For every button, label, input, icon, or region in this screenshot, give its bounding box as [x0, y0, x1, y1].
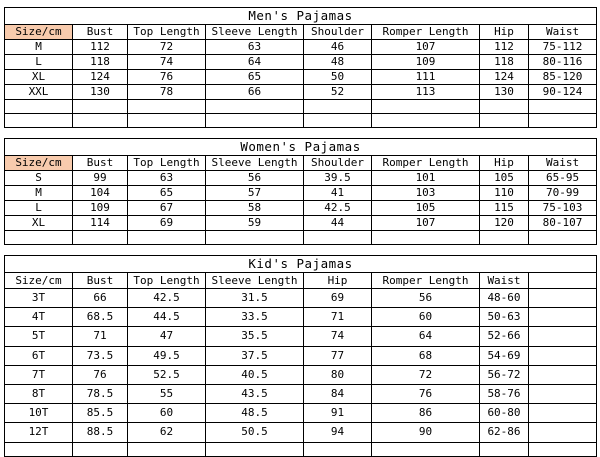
table-cell: 41: [304, 186, 372, 201]
table-cell: M: [5, 186, 73, 201]
table-cell: 112: [480, 40, 529, 55]
table-cell: 130: [480, 85, 529, 100]
table-cell: 107: [372, 216, 480, 231]
table-cell: 70-99: [529, 186, 597, 201]
kids-row: [5, 423, 597, 442]
table-cell: 99: [73, 171, 128, 186]
header-cell: Size/cm: [5, 25, 73, 40]
header-cell: Hip: [480, 25, 529, 40]
kids-header-row: [5, 273, 597, 289]
table-cell: 5T: [5, 327, 73, 346]
table-cell: 60: [372, 308, 480, 327]
table-cell: 58-76: [480, 384, 529, 403]
table-cell: 52.5: [128, 365, 206, 384]
table-cell: 66: [73, 289, 128, 308]
table-cell: 68.5: [73, 308, 128, 327]
table-cell: 110: [480, 186, 529, 201]
table-cell: 120: [480, 216, 529, 231]
table-cell: 48.5: [206, 404, 304, 423]
table-cell: 65-95: [529, 171, 597, 186]
header-cell: Bust: [73, 25, 128, 40]
men-row: [5, 70, 597, 85]
table-cell: 85-120: [529, 70, 597, 85]
empty-cell: [206, 442, 304, 456]
empty-cell: [529, 100, 597, 114]
table-cell: 74: [128, 55, 206, 70]
table-cell: 52: [304, 85, 372, 100]
table-cell: 86: [372, 404, 480, 423]
table-cell: 48: [304, 55, 372, 70]
spacer: [5, 245, 597, 256]
kids-row: [5, 327, 597, 346]
empty-cell: [480, 114, 529, 128]
header-cell: [529, 273, 597, 289]
kids-title: Kid's Pajamas: [5, 256, 597, 273]
empty-cell: [206, 114, 304, 128]
kids-row: [5, 289, 597, 308]
table-cell: 72: [128, 40, 206, 55]
table-cell: 8T: [5, 384, 73, 403]
table-cell: 63: [128, 171, 206, 186]
header-cell: Size/cm: [5, 156, 73, 171]
header-cell: Hip: [480, 156, 529, 171]
table-cell: 73.5: [73, 346, 128, 365]
empty-cell: [73, 114, 128, 128]
table-cell: 88.5: [73, 423, 128, 442]
empty-cell: [206, 100, 304, 114]
men-header-row: [5, 25, 597, 40]
table-cell: 66: [206, 85, 304, 100]
empty-cell: [372, 442, 480, 456]
table-cell: 101: [372, 171, 480, 186]
header-cell: Waist: [529, 25, 597, 40]
table-cell: 64: [372, 327, 480, 346]
women-header-row: [5, 156, 597, 171]
table-cell: 57: [206, 186, 304, 201]
table-cell: 39.5: [304, 171, 372, 186]
empty-cell: [480, 231, 529, 245]
table-cell: [529, 404, 597, 423]
women-row: [5, 186, 597, 201]
table-cell: 6T: [5, 346, 73, 365]
table-cell: 60: [128, 404, 206, 423]
women-row: [5, 171, 597, 186]
table-cell: 40.5: [206, 365, 304, 384]
table-cell: 60-80: [480, 404, 529, 423]
table-cell: 107: [372, 40, 480, 55]
table-cell: 90: [372, 423, 480, 442]
table-cell: 31.5: [206, 289, 304, 308]
table-cell: S: [5, 171, 73, 186]
table-cell: 37.5: [206, 346, 304, 365]
table-cell: 103: [372, 186, 480, 201]
table-cell: 118: [480, 55, 529, 70]
table-cell: 54-69: [480, 346, 529, 365]
table-cell: 62-86: [480, 423, 529, 442]
table-cell: 49.5: [128, 346, 206, 365]
table-cell: 65: [206, 70, 304, 85]
empty-cell: [372, 100, 480, 114]
table-cell: 111: [372, 70, 480, 85]
size-chart-table: [4, 7, 597, 457]
table-cell: 105: [480, 171, 529, 186]
table-cell: 76: [73, 365, 128, 384]
table-cell: 67: [128, 201, 206, 216]
section-gap: [5, 245, 597, 256]
header-cell: Romper Length: [372, 25, 480, 40]
header-cell: Sleeve Length: [206, 273, 304, 289]
kids-row: [5, 308, 597, 327]
table-cell: 58: [206, 201, 304, 216]
table-cell: 113: [372, 85, 480, 100]
size-chart-sheet: [4, 7, 596, 457]
spacer: [5, 128, 597, 139]
header-cell: Shoulder: [304, 156, 372, 171]
empty-cell: [480, 100, 529, 114]
table-cell: 90-124: [529, 85, 597, 100]
empty-cell: [5, 114, 73, 128]
empty-cell: [529, 114, 597, 128]
table-cell: 78: [128, 85, 206, 100]
kids-row: [5, 404, 597, 423]
empty-cell: [128, 231, 206, 245]
header-cell: Bust: [73, 273, 128, 289]
table-cell: 78.5: [73, 384, 128, 403]
table-cell: 94: [304, 423, 372, 442]
empty-cell: [5, 100, 73, 114]
empty-cell: [5, 442, 73, 456]
header-cell: Romper Length: [372, 273, 480, 289]
table-cell: 4T: [5, 308, 73, 327]
empty-cell: [5, 231, 73, 245]
table-cell: 3T: [5, 289, 73, 308]
table-cell: 80-116: [529, 55, 597, 70]
table-cell: 74: [304, 327, 372, 346]
table-cell: 91: [304, 404, 372, 423]
table-cell: 42.5: [304, 201, 372, 216]
header-cell: Size/cm: [5, 273, 73, 289]
table-cell: 69: [304, 289, 372, 308]
table-cell: 118: [73, 55, 128, 70]
header-cell: Waist: [529, 156, 597, 171]
empty-cell: [304, 100, 372, 114]
header-cell: Hip: [304, 273, 372, 289]
header-cell: Top Length: [128, 273, 206, 289]
header-cell: Waist: [480, 273, 529, 289]
header-cell: Romper Length: [372, 156, 480, 171]
table-cell: 75-112: [529, 40, 597, 55]
table-cell: 62: [128, 423, 206, 442]
kids-row: [5, 384, 597, 403]
table-cell: 56: [206, 171, 304, 186]
table-cell: 112: [73, 40, 128, 55]
table-cell: 114: [73, 216, 128, 231]
table-cell: 65: [128, 186, 206, 201]
men-blank-row: [5, 114, 597, 128]
table-cell: 55: [128, 384, 206, 403]
table-cell: 76: [372, 384, 480, 403]
table-cell: [529, 346, 597, 365]
empty-cell: [128, 114, 206, 128]
men-title: Men's Pajamas: [5, 8, 597, 25]
men-row: [5, 55, 597, 70]
table-cell: 130: [73, 85, 128, 100]
table-cell: [529, 308, 597, 327]
table-cell: 71: [73, 327, 128, 346]
table-cell: 85.5: [73, 404, 128, 423]
kids-section: [5, 256, 597, 457]
women-title: Women's Pajamas: [5, 139, 597, 156]
table-cell: 50.5: [206, 423, 304, 442]
table-cell: 7T: [5, 365, 73, 384]
table-cell: [529, 327, 597, 346]
header-cell: Sleeve Length: [206, 25, 304, 40]
empty-cell: [372, 231, 480, 245]
empty-cell: [529, 231, 597, 245]
table-cell: 64: [206, 55, 304, 70]
table-cell: [529, 423, 597, 442]
header-cell: Top Length: [128, 156, 206, 171]
empty-cell: [73, 231, 128, 245]
table-cell: 84: [304, 384, 372, 403]
table-cell: 104: [73, 186, 128, 201]
table-cell: 35.5: [206, 327, 304, 346]
table-cell: 109: [73, 201, 128, 216]
table-cell: XL: [5, 216, 73, 231]
table-cell: 105: [372, 201, 480, 216]
table-cell: 47: [128, 327, 206, 346]
table-cell: XL: [5, 70, 73, 85]
header-cell: Shoulder: [304, 25, 372, 40]
empty-cell: [304, 231, 372, 245]
table-cell: 44: [304, 216, 372, 231]
table-cell: 71: [304, 308, 372, 327]
table-cell: 109: [372, 55, 480, 70]
header-cell: Bust: [73, 156, 128, 171]
table-cell: 75-103: [529, 201, 597, 216]
table-cell: 10T: [5, 404, 73, 423]
table-cell: 115: [480, 201, 529, 216]
empty-cell: [529, 442, 597, 456]
kids-row: [5, 365, 597, 384]
table-cell: 44.5: [128, 308, 206, 327]
table-cell: 43.5: [206, 384, 304, 403]
table-cell: 80-107: [529, 216, 597, 231]
table-cell: 50-63: [480, 308, 529, 327]
empty-cell: [304, 442, 372, 456]
women-section: [5, 139, 597, 245]
women-row: [5, 216, 597, 231]
table-cell: L: [5, 55, 73, 70]
empty-cell: [206, 231, 304, 245]
table-cell: [529, 365, 597, 384]
table-cell: 56-72: [480, 365, 529, 384]
table-cell: 76: [128, 70, 206, 85]
empty-cell: [73, 100, 128, 114]
table-cell: 33.5: [206, 308, 304, 327]
men-row: [5, 40, 597, 55]
empty-cell: [73, 442, 128, 456]
table-cell: 59: [206, 216, 304, 231]
kids-row: [5, 346, 597, 365]
women-row: [5, 201, 597, 216]
table-cell: 42.5: [128, 289, 206, 308]
section-gap: [5, 128, 597, 139]
men-row: [5, 85, 597, 100]
table-cell: 46: [304, 40, 372, 55]
table-cell: 68: [372, 346, 480, 365]
table-cell: XXL: [5, 85, 73, 100]
table-cell: 50: [304, 70, 372, 85]
empty-cell: [480, 442, 529, 456]
empty-cell: [304, 114, 372, 128]
kids-blank-row: [5, 442, 597, 456]
table-cell: 124: [73, 70, 128, 85]
table-cell: [529, 384, 597, 403]
empty-cell: [128, 100, 206, 114]
table-cell: 124: [480, 70, 529, 85]
table-cell: 69: [128, 216, 206, 231]
table-cell: 63: [206, 40, 304, 55]
men-blank-row: [5, 100, 597, 114]
women-blank-row: [5, 231, 597, 245]
header-cell: Top Length: [128, 25, 206, 40]
table-cell: 72: [372, 365, 480, 384]
header-cell: Sleeve Length: [206, 156, 304, 171]
table-cell: 12T: [5, 423, 73, 442]
empty-cell: [372, 114, 480, 128]
table-cell: L: [5, 201, 73, 216]
table-cell: 48-60: [480, 289, 529, 308]
table-cell: 52-66: [480, 327, 529, 346]
table-cell: 80: [304, 365, 372, 384]
men-section: [5, 8, 597, 128]
table-cell: 56: [372, 289, 480, 308]
table-cell: 77: [304, 346, 372, 365]
table-cell: M: [5, 40, 73, 55]
empty-cell: [128, 442, 206, 456]
table-cell: [529, 289, 597, 308]
